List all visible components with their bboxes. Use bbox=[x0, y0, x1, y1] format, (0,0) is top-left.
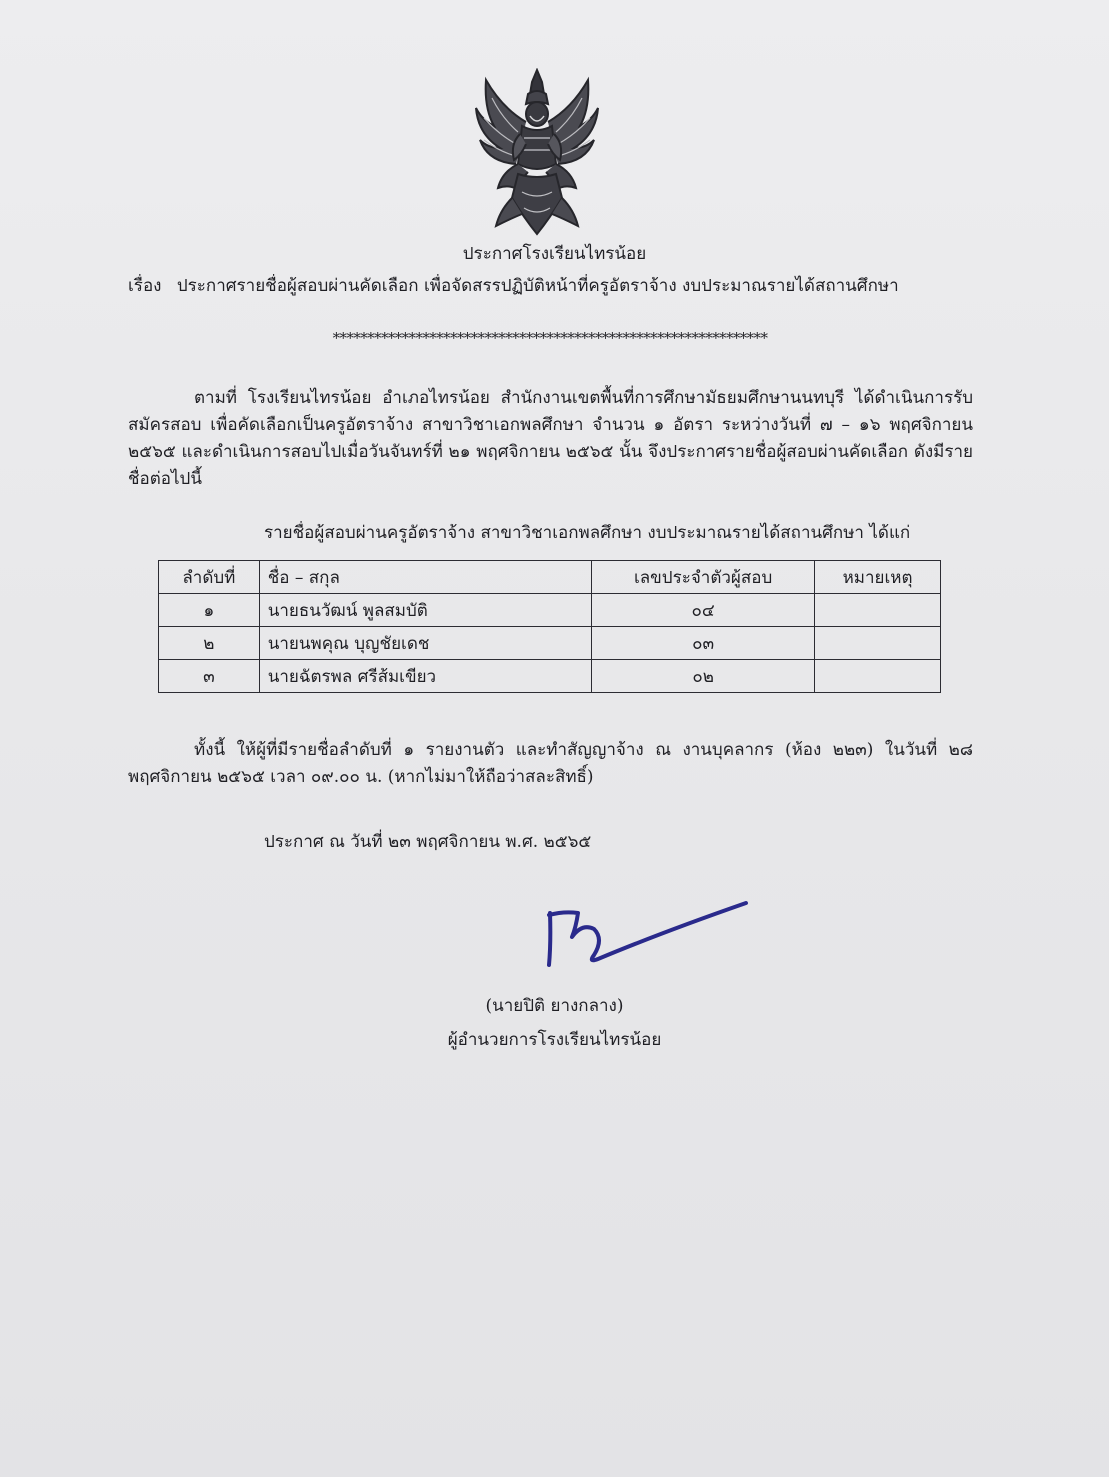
header-note: หมายเหตุ bbox=[815, 561, 941, 594]
row-note bbox=[815, 660, 941, 693]
signer-title: ผู้อำนวยการโรงเรียนไทรน้อย bbox=[447, 1030, 662, 1050]
asterisk-divider: *************************************************************** bbox=[332, 329, 768, 347]
announcement-subject bbox=[128, 274, 988, 298]
row-note bbox=[815, 627, 941, 660]
subject-label: เรื่อง bbox=[128, 276, 162, 296]
header-order: ลำดับที่ bbox=[159, 561, 260, 594]
row-exam-id: ๐๒ bbox=[592, 660, 815, 693]
row-note bbox=[815, 594, 941, 627]
announcement-date: ประกาศ ณ วันที่ ๒๓ พฤศจิกายน พ.ศ. ๒๕๖๕ bbox=[264, 832, 592, 852]
announcement-title: ประกาศโรงเรียนไทรน้อย bbox=[462, 244, 647, 264]
header-name: ชื่อ – สกุล bbox=[259, 561, 591, 594]
intro-paragraph: ตามที่ โรงเรียนไทรน้อย อำเภอไทรน้อย สำนักงานเขตพื้นที่การศึกษามัธยมศึกษานนทบุรี ได้ดำเนินการรับสมัครสอบ เพื่อคัดเลือกเป็นครูอัตราจ้าง สาขาวิชาเอกพลศึกษา จำนวน ๑ อัตรา ระหว่างวันที่ ๗ – ๑๖ พฤศจิกายน ๒๕๖๕ และดำเนินการสอบไปเมื่อวันจันทร์ที่ ๒๑ พฤศจิกายน ๒๕๖๕ นั้น จึงประกาศรายชื่อผู้สอบผ่านคัดเลือก ดังมีรายชื่อต่อไปนี้ bbox=[128, 388, 973, 489]
passed-candidates-table bbox=[158, 560, 941, 693]
table-caption: รายชื่อผู้สอบผ่านครูอัตราจ้าง สาขาวิชาเอกพลศึกษา งบประมาณรายได้สถานศึกษา ได้แก่ bbox=[264, 523, 911, 543]
row-exam-id: ๐๔ bbox=[592, 594, 815, 627]
row-exam-id: ๐๓ bbox=[592, 627, 815, 660]
table-row bbox=[159, 627, 941, 660]
signer-name: (นายปิติ ยางกลาง) bbox=[485, 996, 624, 1016]
row-name: นายธนวัฒน์ พูลสมบัติ bbox=[259, 594, 591, 627]
row-name: นายนพคุณ บุญชัยเดช bbox=[259, 627, 591, 660]
row-name: นายฉัตรพล ศรีส้มเขียว bbox=[259, 660, 591, 693]
row-order: ๓ bbox=[159, 660, 260, 693]
table-row bbox=[159, 660, 941, 693]
table-row bbox=[159, 594, 941, 627]
subject-text: ประกาศรายชื่อผู้สอบผ่านคัดเลือก เพื่อจัดสรรปฏิบัติหน้าที่ครูอัตราจ้าง งบประมาณรายได้สถานศึกษา bbox=[176, 276, 899, 296]
header-exam-id: เลขประจำตัวผู้สอบ bbox=[592, 561, 815, 594]
row-order: ๒ bbox=[159, 627, 260, 660]
signature-icon bbox=[540, 893, 750, 973]
instruction-paragraph: ทั้งนี้ ให้ผู้ที่มีรายชื่อลำดับที่ ๑ รายงานตัว และทำสัญญาจ้าง ณ งานบุคลากร (ห้อง ๒๒๓) ในวันที่ ๒๘ พฤศจิกายน ๒๕๖๕ เวลา ๐๙.๐๐ น. (หากไม่มาให้ถือว่าสละสิทธิ์) bbox=[128, 740, 973, 787]
garuda-emblem-icon bbox=[472, 68, 602, 236]
row-order: ๑ bbox=[159, 594, 260, 627]
table-header-row bbox=[159, 561, 941, 594]
